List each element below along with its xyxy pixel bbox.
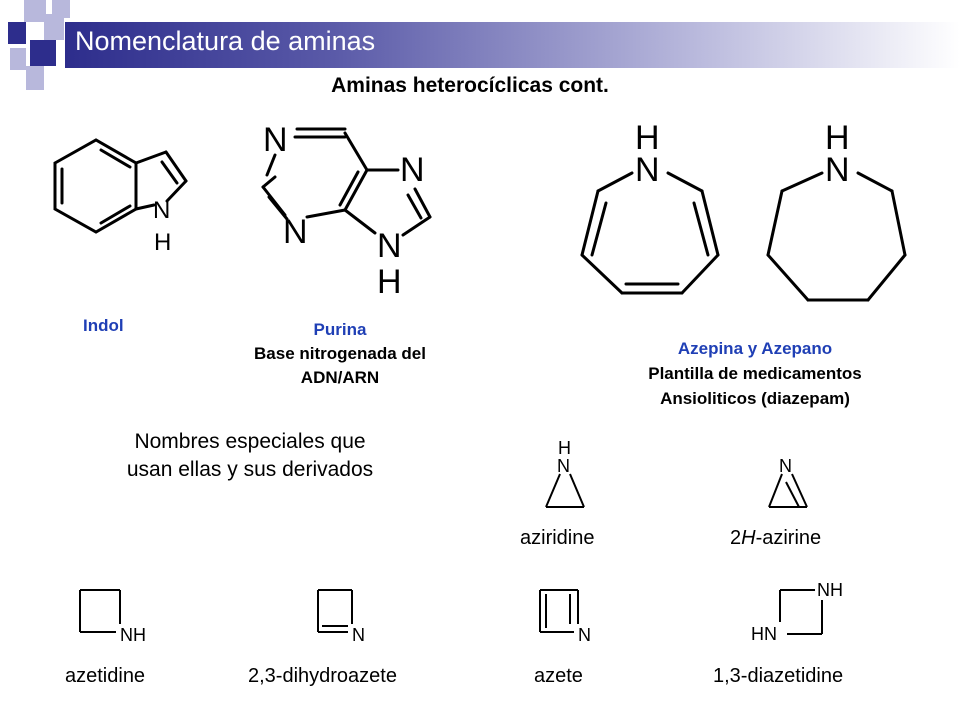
azirine-name [730, 527, 821, 547]
indol-label: Indol [83, 316, 124, 335]
purina-desc-line2: ADN/ARN [300, 368, 380, 387]
aziridine-h-atom: H [558, 438, 571, 458]
special-names-note [80, 428, 420, 484]
special-note-line1: Nombres especiales que [134, 430, 366, 453]
diazetidine-name: 1,3-diazetidine [713, 665, 844, 687]
special-note-line2: usan ellas y sus derivados [126, 458, 374, 481]
purina-caption [210, 318, 470, 390]
dihydroazete-structure [240, 580, 450, 690]
indole-h-atom: H [154, 229, 172, 256]
aziridine-structure [510, 432, 620, 547]
decor-square [44, 14, 64, 40]
slide-subtitle: Aminas heterocíclicas cont. [331, 74, 609, 97]
purine-structure [245, 115, 455, 300]
aziridine-n-atom: N [557, 456, 570, 476]
purine-n7-atom: N [400, 151, 425, 189]
azepina-label: Azepina y Azepano [677, 339, 833, 358]
azirine-name-part: -azirine [755, 527, 822, 547]
decor-square [10, 48, 26, 70]
diazetidine-structure [705, 570, 885, 690]
azirine-name-part: H [741, 527, 756, 547]
indole-structure [40, 130, 210, 270]
decor-square [30, 40, 56, 66]
purine-n9-atom: N [377, 227, 402, 265]
dihydroazete-n-atom: N [352, 625, 365, 645]
azepina-desc-line1: Plantilla de medicamentos [648, 364, 862, 383]
purine-h-atom: H [377, 263, 402, 300]
azepina-desc-line2: Ansioliticos (diazepam) [660, 389, 850, 408]
azepine-h-atom: H [635, 119, 660, 157]
purina-label: Purina [313, 320, 367, 339]
diazetidine-hn-atom: HN [751, 624, 777, 644]
azetidine-structure [60, 580, 200, 690]
azepane-n-atom: N [825, 151, 850, 189]
azetidine-nh-atom: NH [120, 625, 146, 645]
azepina-caption [590, 336, 920, 411]
azete-structure [520, 580, 620, 690]
azete-n-atom: N [578, 625, 591, 645]
azepine-n-atom: N [635, 151, 660, 189]
indole-n-atom: N [153, 197, 171, 224]
azepane-structure [760, 115, 915, 310]
azepane-h-atom: H [825, 119, 850, 157]
azirine-structure [725, 432, 865, 547]
diazetidine-nh-atom: NH [817, 580, 843, 600]
purine-n1-atom: N [263, 121, 288, 159]
slide-title: Nomenclatura de aminas [75, 26, 376, 56]
aziridine-name: aziridine [520, 527, 595, 547]
purine-n3-atom: N [283, 213, 308, 251]
decor-square [24, 0, 46, 22]
decor-square [8, 22, 26, 44]
azepine-structure [570, 115, 725, 310]
azirine-n-atom: N [779, 456, 792, 476]
azetidine-name: azetidine [65, 665, 146, 687]
azirine-name-part: 2 [730, 527, 742, 547]
purina-desc-line1: Base nitrogenada del [254, 344, 426, 363]
dihydroazete-name: 2,3-dihydroazete [248, 665, 397, 687]
azete-name: azete [534, 665, 583, 687]
